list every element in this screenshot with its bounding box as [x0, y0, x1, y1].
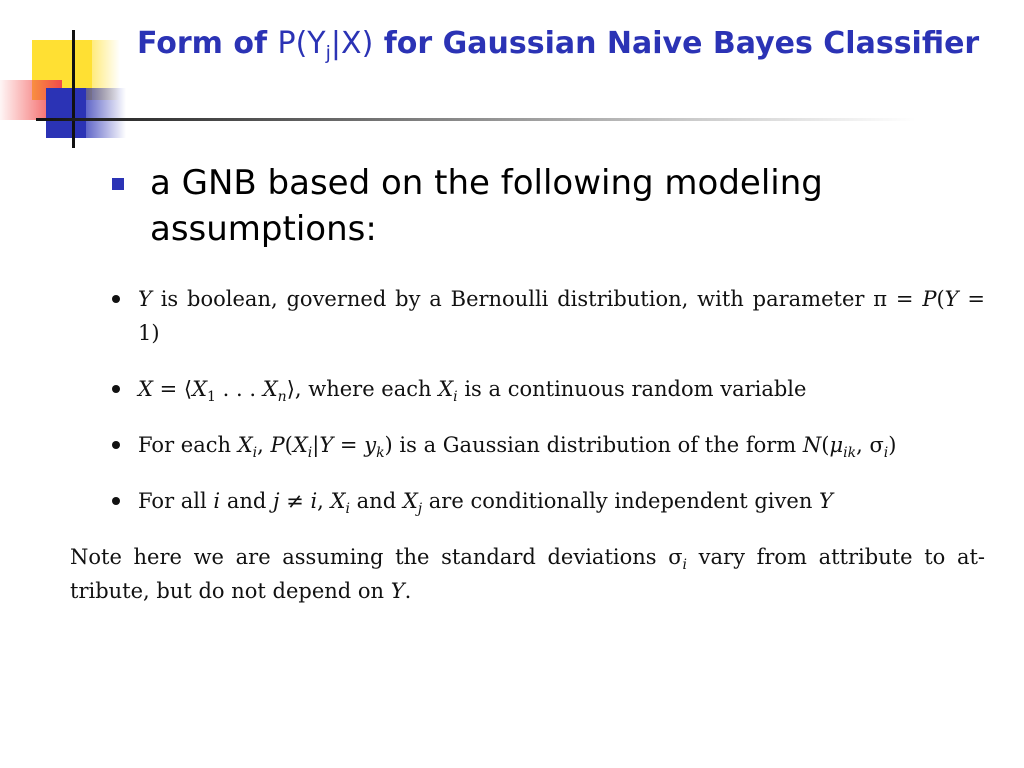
assumption-item	[70, 484, 985, 518]
assumption-text: $X = ⟨X_1$ . . . $X_n⟩$, where each $X_i$ is a continuous random variable	[138, 377, 807, 405]
assumption-text: For each $X_i$, $P(X_i|Y = y_k)$ is a Gaussian distribution of the form $N(\mu_{ik}$, $\sigma_i$)	[138, 433, 897, 461]
corner-decoration	[0, 0, 140, 160]
deco-vertical-line	[72, 30, 75, 148]
bullet-dot-icon	[112, 385, 120, 393]
note-paragraph: Note here we are assuming the standard deviations $\sigma_i$ vary from attribute to at-tribute, but do not depend on Y.	[70, 545, 986, 603]
assumption-item	[70, 282, 985, 350]
bullet-dot-icon	[112, 441, 120, 449]
square-bullet-icon	[112, 178, 124, 190]
title-formula: $P(Y_j|X)$	[277, 26, 374, 64]
slide-title	[137, 24, 997, 64]
assumption-item	[70, 372, 985, 406]
bullet-dot-icon	[112, 497, 120, 505]
paper-excerpt	[70, 282, 985, 608]
main-bullet-text: a GNB based on the following modeling assumptions:	[150, 163, 823, 249]
deco-blue-square	[46, 88, 86, 138]
title-underline	[36, 118, 916, 121]
bullet-dot-icon	[112, 295, 120, 303]
deco-blue-fade	[86, 88, 126, 138]
title-part2: for Gaussian Naive Bayes Classifier	[383, 26, 980, 61]
main-bullet	[112, 160, 972, 252]
assumption-text: Y is boolean, governed by a Bernoulli distribution, with parameter π = P(Y = 1)	[138, 287, 985, 345]
assumption-text: For all i and j ≠ i, $X_i$ and $X_j$ are conditionally independent given Y	[138, 489, 833, 517]
assumption-item	[70, 428, 985, 462]
title-part1: Form of	[137, 26, 268, 61]
